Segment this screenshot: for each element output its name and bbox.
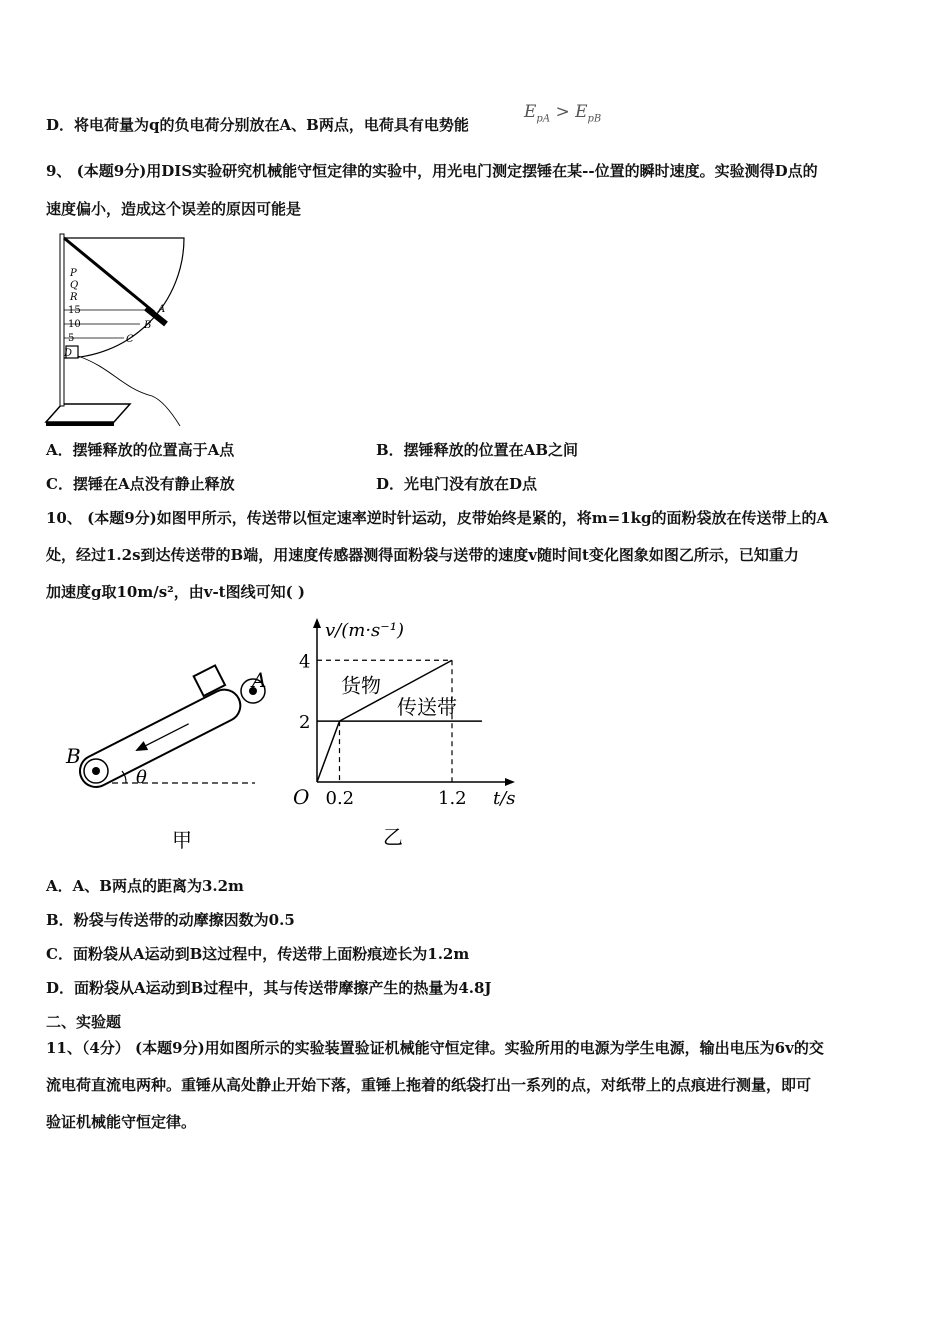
y-tick-label: 4 [299,651,311,673]
x-axis-label: t/s [493,788,516,809]
label-5: 5 [68,333,75,344]
q9-stem-line1: 9、 (本题9分)用DIS实验研究机械能守恒定律的实验中，用光电门测定摆锤在某--位置的瞬时速度。实验测得D点的 [46,162,818,180]
series-label-belt: 传送带 [397,694,457,719]
vt-chart [285,618,525,858]
label-d: D [64,348,73,359]
label-a: A [158,304,166,315]
conveyor-label-a: A [252,668,267,692]
q9-stem-line2: 速度偏小，造成这个误差的原因可能是 [46,200,302,218]
x-tick-label: 1.2 [438,788,467,809]
conveyor-belt-figure [60,655,270,860]
stand-pole [60,234,64,406]
q10-option-b: B．粉袋与传送带的动摩擦因数为0.5 [46,911,295,929]
q11-stem-line1: 11、（4分） (本题9分)用如图所示的实验装置验证机械能守恒定律。实验所用的电源为学生电源，输出电压为6v的交 [46,1039,824,1057]
caption-yi: 乙 [383,825,403,849]
stand-base-front [46,422,114,426]
q9-option-a: A．摆锤释放的位置高于A点 [46,441,235,459]
y-axis-label: v/(m·s⁻¹) [325,620,405,641]
label-10: 10 [68,319,81,330]
q8-option-d: D．将电荷量为q的负电荷分别放在A、B两点，电荷具有电势能 [46,116,469,134]
label-c: C [126,334,134,345]
potential-energy-formula: $E_{pA} > E_{pB}$ [524,102,602,125]
q11-stem-line3: 验证机械能守恒定律。 [46,1113,197,1131]
arc-scale [64,238,184,358]
x-tick-label: 0.2 [325,788,355,809]
section-title: 二、实验题 [46,1013,122,1031]
q10-option-c: C．面粉袋从A运动到B这过程中，传送带上面粉痕迹长为1.2m [46,945,470,963]
q10-stem-line1: 10、 (本题9分)如图甲所示，传送带以恒定速率逆时针运动，皮带始终是紧的，将m=1kg的面粉袋放在传送带上的A [46,509,829,527]
angle-theta: θ [136,767,147,788]
conveyor-label-b: B [66,744,81,768]
x-axis-arrow [505,778,515,786]
q9-option-c: C．摆锤在A点没有静止释放 [46,475,235,493]
q10-option-a: A．A、B两点的距离为3.2m [46,877,244,895]
label-p: P [70,268,77,279]
y-tick-label: 2 [299,712,311,734]
q9-option-d: D．光电门没有放在D点 [376,475,538,493]
label-b: B [144,320,152,331]
label-r: R [70,292,78,303]
q11-stem-line2: 流电荷直流电两种。重锤从高处静止开始下落，重锤上拖着的纸袋打出一系列的点，对纸带上的点痕进行测量，即可 [46,1076,812,1094]
label-q: Q [70,280,79,291]
caption-jia: 甲 [172,828,192,852]
stand-base [46,404,130,422]
series-label-cargo: 货物 [341,673,381,698]
q10-stem-line3: 加速度g取10m/s²，由v-t图线可知( ) [46,583,306,601]
y-axis-arrow [313,618,321,628]
label-15: 15 [68,305,81,316]
origin-label: O [293,785,310,809]
pendulum-apparatus-figure [42,228,192,428]
q10-option-d: D．面粉袋从A运动到B过程中，其与传送带摩擦产生的热量为4.8J [46,979,492,997]
q9-option-b: B．摆锤释放的位置在AB之间 [376,441,578,459]
q10-stem-line2: 处，经过1.2s到达传送带的B端，用速度传感器测得面粉袋与送带的速度v随时间t变化图象如图乙所示，已知重力 [46,546,799,564]
